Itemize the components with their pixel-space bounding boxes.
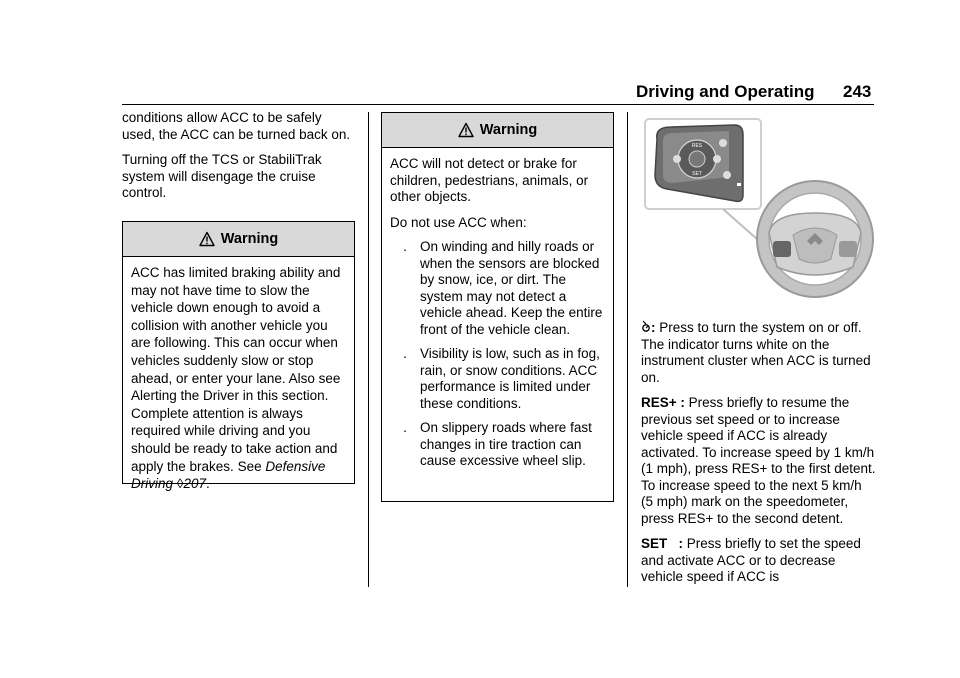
warning-heading: Warning — [479, 122, 538, 138]
warning-header — [382, 113, 613, 148]
column-1 — [122, 110, 354, 202]
set-button-label: SET — [692, 171, 702, 177]
warning-text: Do not use ACC when: — [390, 214, 527, 230]
bullet-glyph: . — [403, 346, 407, 361]
acc-icon — [641, 320, 651, 333]
res-plus-item: RES+ : Press briefly to resume the previous set speed or to increase vehicle speed if ACC is already activated. To increase speed by 1 km/h (1 mph), press RES+ to the first detent. To increase speed to the next 5 km/h (5 mph) mark on the speedometer, press RES+ to the second detent. — [641, 395, 876, 526]
warning-header — [123, 222, 354, 257]
paragraph: conditions allow ACC to be safely used, the ACC can be turned back on. — [122, 110, 351, 142]
list-item — [390, 346, 606, 412]
item-label: : — [651, 320, 656, 335]
res-button-label: RES — [691, 143, 703, 149]
page-ref-number: 207 — [183, 476, 206, 492]
list-item-text: Visibility is low, such as in fog, rain, or snow conditions. ACC performance is limited under these conditions. — [420, 346, 600, 411]
warning-text: ACC has limited braking ability and may not have time to slow the vehicle down enough to avoid a collision with another vehicle you are following. This can occur when vehicles suddenly slow or stop ahead, or enter your lane. Also see Alerting the Driver in this section. Complete attention is always required while driving and you should be ready to take action and apply the brakes. See Defensive Driving ◊207. — [131, 265, 341, 492]
list-item — [390, 239, 606, 338]
warning-text: ACC will not detect or brake for children, pedestrians, animals, or other objects. — [390, 156, 589, 204]
warning-icon — [199, 231, 215, 247]
page-ref-glyph: ◊ — [176, 476, 184, 492]
item-label: RES+ : — [641, 395, 685, 410]
column-divider-1 — [368, 112, 369, 587]
section-title: Driving and Operating — [636, 82, 815, 101]
column-divider-2 — [627, 112, 628, 587]
warning-box-acc-detection — [381, 112, 614, 502]
bullet-glyph: . — [403, 239, 407, 254]
bullet-glyph: . — [403, 420, 407, 435]
header-rule — [122, 104, 874, 105]
page-number: 243 — [843, 82, 872, 101]
list-item — [390, 420, 606, 470]
list-item-text: On slippery roads where fast changes in tire traction can cause excessive wheel slip. — [420, 420, 592, 468]
set-item: SET : Press briefly to set the speed and activate ACC or to decrease vehicle speed if ACC is — [641, 536, 861, 584]
cross-reference-link[interactable]: Defensive Driving — [131, 458, 326, 492]
warning-heading: Warning — [220, 231, 279, 247]
paragraph: Turning off the TCS or StabiliTrak system will disengage the cruise control. — [122, 152, 322, 200]
column-3 — [641, 320, 876, 586]
list-item-text: On winding and hilly roads or when the sensors are blocked by snow, ice, or dirt. The system may not detect a vehicle ahead. Keep the entire front of the vehicle clean. — [420, 239, 603, 337]
steering-wheel-controls-illustration — [643, 117, 875, 303]
warning-box-acc-braking — [122, 221, 355, 492]
warning-icon — [458, 122, 474, 138]
item-label: SET : — [641, 536, 684, 551]
acc-on-off-item: : Press to turn the system on or off. The indicator turns white on the instrument cluster when ACC is turned on. — [641, 320, 871, 385]
